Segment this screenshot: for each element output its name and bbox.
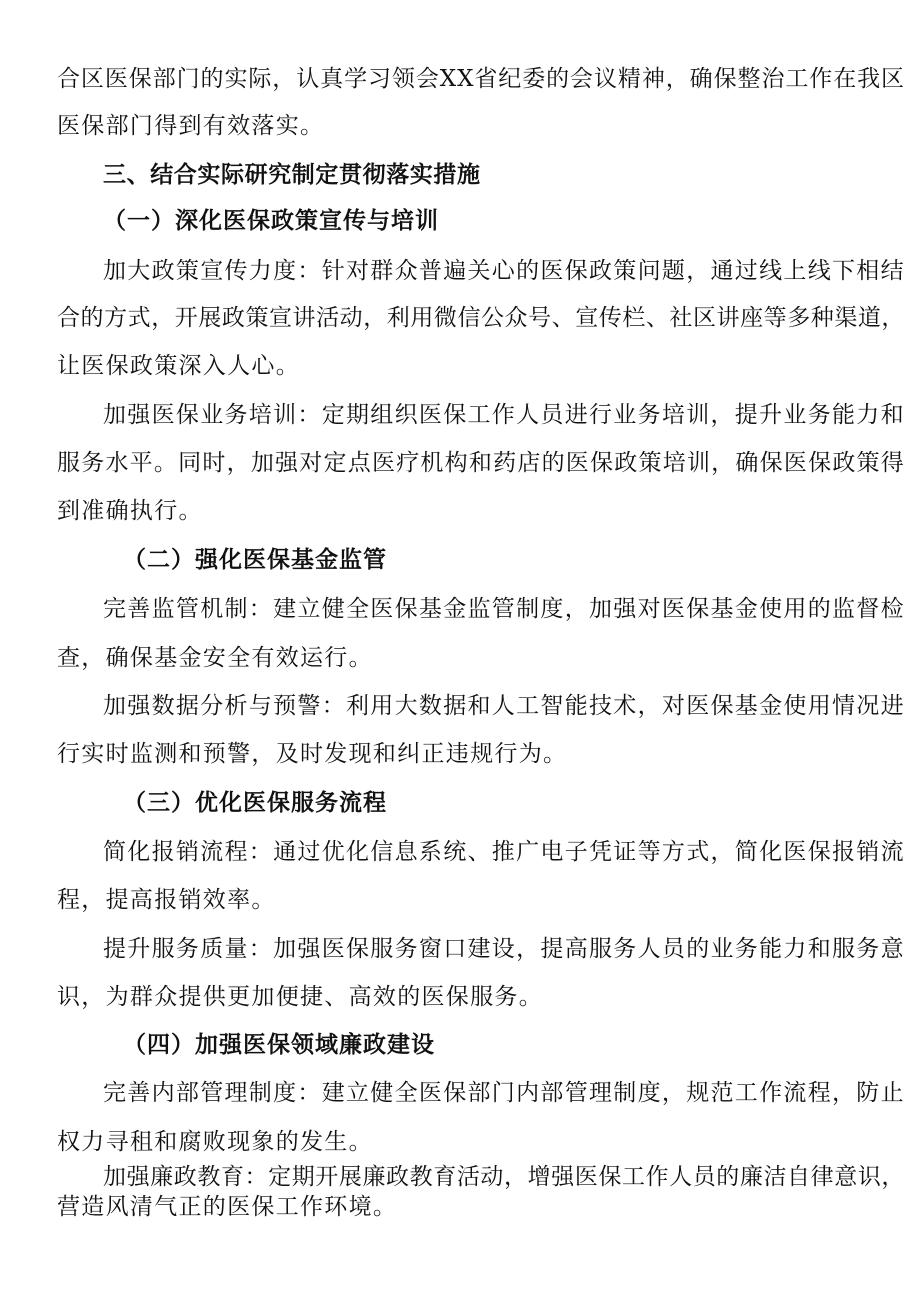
- paragraph-line: 程，提高报销效率。: [57, 887, 276, 913]
- paragraph-line: 加强数据分析与预警：利用大数据和人工智能技术，对医保基金使用情况进: [103, 693, 905, 719]
- paragraph-line: 提升服务质量：加强医保服务窗口建设，提高服务人员的业务能力和服务意: [103, 936, 905, 962]
- section-heading: 三、结合实际研究制定贯彻落实措施: [103, 162, 481, 188]
- subsection-heading-1: （一）深化医保政策宣传与培训: [103, 208, 439, 234]
- paragraph-line: 到准确执行。: [57, 498, 203, 524]
- paragraph-line: 加强廉政教育：定期开展廉政教育活动，增强医保工作人员的廉洁自律意识，: [103, 1164, 905, 1190]
- paragraph-line: 服务水平。同时，加强对定点医疗机构和药店的医保政策培训，确保医保政策得: [57, 450, 905, 476]
- paragraph-line: 权力寻租和腐败现象的发生。: [57, 1129, 373, 1155]
- subsection-heading-4: （四）加强医保领域廉政建设: [123, 1032, 435, 1058]
- paragraph-line: 合的方式，开展政策宣讲活动，利用微信公众号、宣传栏、社区讲座等多种渠道，: [57, 305, 905, 331]
- paragraph-line: 完善监管机制：建立健全医保基金监管制度，加强对医保基金使用的监督检: [103, 596, 905, 622]
- paragraph-line: 营造风清气正的医保工作环境。: [57, 1194, 398, 1220]
- subsection-heading-3: （三）优化医保服务流程: [123, 790, 387, 816]
- paragraph-line: 让医保政策深入人心。: [57, 353, 300, 379]
- paragraph-line: 行实时监测和预警，及时发现和纠正违规行为。: [57, 741, 568, 767]
- paragraph-line: 完善内部管理制度：建立健全医保部门内部管理制度，规范工作流程，防止: [103, 1080, 905, 1106]
- paragraph-line: 简化报销流程：通过优化信息系统、推广电子凭证等方式，简化医保报销流: [103, 839, 905, 865]
- paragraph-line: 加大政策宣传力度：针对群众普遍关心的医保政策问题，通过线上线下相结: [103, 258, 905, 284]
- intro-line-1: 合区医保部门的实际，认真学习领会XX省纪委的会议精神，确保整治工作在我区: [57, 66, 905, 92]
- subsection-heading-2: （二）强化医保基金监管: [123, 547, 387, 573]
- paragraph-line: 查，确保基金安全有效运行。: [57, 645, 373, 671]
- paragraph-line: 加强医保业务培训：定期组织医保工作人员进行业务培训，提升业务能力和: [103, 402, 905, 428]
- paragraph-line: 识，为群众提供更加便捷、高效的医保服务。: [57, 984, 543, 1010]
- intro-line-2: 医保部门得到有效落实。: [57, 113, 325, 139]
